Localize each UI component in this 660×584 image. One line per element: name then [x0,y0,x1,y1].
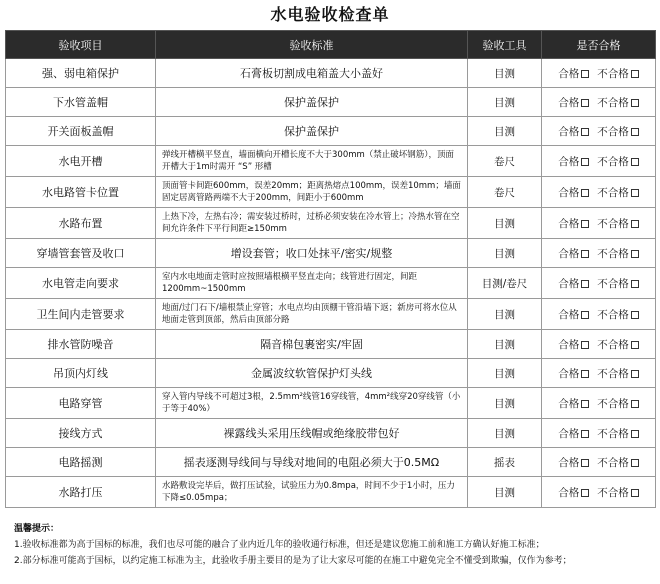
table-row [6,239,656,268]
header-qualified: 是否合格 [542,31,656,59]
row-result [542,330,656,359]
fail-checkbox[interactable] [631,70,639,78]
row-result [542,177,656,208]
fail-option[interactable] [597,366,639,381]
row-standard: 石膏板切割成电箱盖大小盖好 [156,59,468,88]
row-tool: 目测 [468,59,542,88]
fail-option[interactable] [597,154,639,169]
pass-label: 合格 [558,456,580,469]
row-result [542,448,656,477]
row-item: 开关面板盖帽 [6,117,156,146]
row-result [542,208,656,239]
pass-checkbox[interactable] [581,128,589,136]
row-tool: 目测/卷尺 [468,268,542,299]
pass-option[interactable] [558,307,589,322]
fail-option[interactable] [597,307,639,322]
pass-checkbox[interactable] [581,99,589,107]
notes-section [14,521,654,569]
pass-option[interactable] [558,95,589,110]
row-result [542,239,656,268]
row-tool: 目测 [468,388,542,419]
pass-label: 合格 [558,247,580,260]
pass-option[interactable] [558,426,589,441]
pass-checkbox[interactable] [581,430,589,438]
pass-option[interactable] [558,455,589,470]
row-item: 水路布置 [6,208,156,239]
table-row [6,330,656,359]
fail-checkbox[interactable] [631,189,639,197]
pass-label: 合格 [558,186,580,199]
table-row [6,268,656,299]
row-item: 水电开槽 [6,146,156,177]
row-tool: 卷尺 [468,146,542,177]
pass-option[interactable] [558,216,589,231]
pass-checkbox[interactable] [581,311,589,319]
row-standard: 地面/过门石下/墙根禁止穿管；水电点均由顶棚干管沿墙下返；新房可将水位从地面走管到顶部，然后由顶部分路 [156,299,468,330]
fail-option[interactable] [597,66,639,81]
pass-label: 合格 [558,427,580,440]
row-standard: 保护盖保护 [156,88,468,117]
fail-checkbox[interactable] [631,128,639,136]
fail-option[interactable] [597,485,639,500]
table-row [6,177,656,208]
fail-label: 不合格 [597,427,629,440]
row-item: 卫生间内走管要求 [6,299,156,330]
pass-label: 合格 [558,217,580,230]
fail-checkbox[interactable] [631,489,639,497]
table-row [6,299,656,330]
row-item: 水电路管卡位置 [6,177,156,208]
fail-option[interactable] [597,95,639,110]
row-standard: 室内水电地面走管时应按照墙根横平竖直走向；线管进行固定，间距1200mm~1500mm [156,268,468,299]
row-result [542,117,656,146]
fail-label: 不合格 [597,338,629,351]
fail-option[interactable] [597,455,639,470]
table-row [6,448,656,477]
fail-option[interactable] [597,337,639,352]
fail-checkbox[interactable] [631,280,639,288]
row-standard: 顶面管卡间距600mm，误差20mm；距离热熔点100mm，误差10mm；墙面固定居离管路两端不大于200mm，间距小于600mm [156,177,468,208]
pass-checkbox[interactable] [581,280,589,288]
fail-option[interactable] [597,185,639,200]
fail-option[interactable] [597,124,639,139]
fail-checkbox[interactable] [631,370,639,378]
row-tool: 目测 [468,330,542,359]
row-tool: 目测 [468,419,542,448]
fail-label: 不合格 [597,217,629,230]
row-item: 下水管盖帽 [6,88,156,117]
fail-label: 不合格 [597,96,629,109]
fail-checkbox[interactable] [631,158,639,166]
pass-label: 合格 [558,397,580,410]
fail-checkbox[interactable] [631,430,639,438]
row-item: 水路打压 [6,477,156,508]
table-row [6,146,656,177]
table-row [6,208,656,239]
pass-checkbox[interactable] [581,370,589,378]
row-result [542,88,656,117]
fail-checkbox[interactable] [631,250,639,258]
pass-label: 合格 [558,486,580,499]
row-tool: 目测 [468,359,542,388]
pass-option[interactable] [558,276,589,291]
pass-label: 合格 [558,338,580,351]
fail-label: 不合格 [597,397,629,410]
pass-checkbox[interactable] [581,220,589,228]
pass-checkbox[interactable] [581,400,589,408]
pass-label: 合格 [558,125,580,138]
row-result [542,268,656,299]
row-item: 吊顶内灯线 [6,359,156,388]
table-row [6,477,656,508]
row-standard: 裸露线头采用压线帽或绝缘胶带包好 [156,419,468,448]
row-tool: 摇表 [468,448,542,477]
fail-label: 不合格 [597,277,629,290]
pass-label: 合格 [558,277,580,290]
row-tool: 目测 [468,477,542,508]
pass-checkbox[interactable] [581,250,589,258]
row-item: 接线方式 [6,419,156,448]
header-standard: 验收标准 [156,31,468,59]
fail-checkbox[interactable] [631,220,639,228]
row-item: 电路穿管 [6,388,156,419]
fail-checkbox[interactable] [631,99,639,107]
row-item: 排水管防噪音 [6,330,156,359]
fail-label: 不合格 [597,456,629,469]
header-tool: 验收工具 [468,31,542,59]
table-row [6,388,656,419]
table-row [6,88,656,117]
pass-option[interactable] [558,366,589,381]
pass-option[interactable] [558,66,589,81]
pass-label: 合格 [558,155,580,168]
row-standard: 保护盖保护 [156,117,468,146]
pass-checkbox[interactable] [581,341,589,349]
pass-label: 合格 [558,67,580,80]
pass-label: 合格 [558,96,580,109]
notes-title: 温馨提示： [14,524,60,534]
row-standard: 摇表逐测导线间与导线对地间的电阻必须大于0.5MΩ [156,448,468,477]
table-row [6,117,656,146]
pass-option[interactable] [558,154,589,169]
fail-checkbox[interactable] [631,459,639,467]
fail-label: 不合格 [597,67,629,80]
row-standard: 弹线开槽横平竖直，墙面横向开槽长度不大于300mm（禁止破坏钢筋），顶面开槽大于1m时需开 “S” 形槽 [156,146,468,177]
header-item: 验收项目 [6,31,156,59]
row-standard: 上热下冷，左热右冷；需安装过桥时，过桥必须安装在冷水管上；冷热水管在空间允许条件下平行间距≥150mm [156,208,468,239]
fail-option[interactable] [597,396,639,411]
row-result [542,388,656,419]
fail-checkbox[interactable] [631,400,639,408]
pass-checkbox[interactable] [581,189,589,197]
row-result [542,59,656,88]
pass-option[interactable] [558,396,589,411]
fail-label: 不合格 [597,486,629,499]
row-standard: 穿入管内导线不可超过3根，2.5mm²线管16穿线管，4mm²线穿20穿线管（小于等于40%） [156,388,468,419]
pass-label: 合格 [558,367,580,380]
pass-checkbox[interactable] [581,70,589,78]
row-tool: 目测 [468,117,542,146]
row-result [542,359,656,388]
row-item: 强、弱电箱保护 [6,59,156,88]
table-row [6,59,656,88]
fail-label: 不合格 [597,308,629,321]
row-result [542,477,656,508]
note-line-2: 2.部分标准可能高于国标，以约定施工标准为主，此验收手册主要目的是为了让大家尽可能的在施工中避免完全不懂受到欺骗，仅作为参考； [14,556,572,566]
pass-label: 合格 [558,308,580,321]
table-row [6,419,656,448]
table-row [6,359,656,388]
fail-option[interactable] [597,216,639,231]
row-tool: 目测 [468,299,542,330]
row-standard: 金属波纹软管保护灯头线 [156,359,468,388]
row-result [542,419,656,448]
row-result [542,299,656,330]
pass-checkbox[interactable] [581,158,589,166]
fail-option[interactable] [597,426,639,441]
fail-label: 不合格 [597,155,629,168]
row-item: 水电管走向要求 [6,268,156,299]
pass-option[interactable] [558,246,589,261]
fail-checkbox[interactable] [631,311,639,319]
fail-label: 不合格 [597,367,629,380]
pass-checkbox[interactable] [581,489,589,497]
pass-option[interactable] [558,337,589,352]
pass-option[interactable] [558,185,589,200]
fail-label: 不合格 [597,186,629,199]
row-result [542,146,656,177]
row-standard: 增设套管；收口处抹平/密实/规整 [156,239,468,268]
fail-option[interactable] [597,276,639,291]
pass-option[interactable] [558,124,589,139]
row-standard: 水路敷设完毕后，做打压试验，试验压力为0.8mpa，时间不少于1小时，压力下降≤0.05mpa； [156,477,468,508]
pass-option[interactable] [558,485,589,500]
row-tool: 卷尺 [468,177,542,208]
note-line-1: 1.验收标准都为高于国标的标准，我们也尽可能的融合了业内近几年的验收通行标准，但还是建议您施工前和施工方确认好施工标准； [14,540,545,550]
fail-option[interactable] [597,246,639,261]
row-tool: 目测 [468,208,542,239]
row-standard: 隔音棉包裹密实/牢固 [156,330,468,359]
fail-label: 不合格 [597,125,629,138]
page-title: 水电验收检查单 [270,5,390,24]
fail-checkbox[interactable] [631,341,639,349]
row-tool: 目测 [468,88,542,117]
inspection-table [5,30,656,508]
pass-checkbox[interactable] [581,459,589,467]
row-tool: 目测 [468,239,542,268]
row-item: 电路摇测 [6,448,156,477]
table-header-row [6,31,656,59]
row-item: 穿墙管套管及收口 [6,239,156,268]
fail-label: 不合格 [597,247,629,260]
